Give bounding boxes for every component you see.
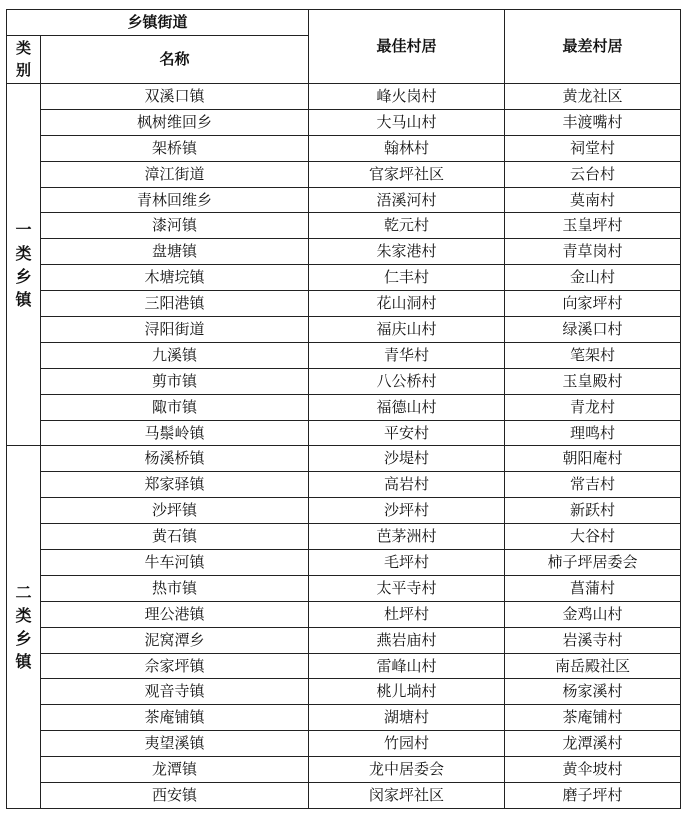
worst-village-cell: 绿溪口村: [505, 317, 681, 343]
town-name-cell: 西安镇: [41, 783, 309, 809]
town-name-cell: 夷望溪镇: [41, 731, 309, 757]
category-label-char: 一: [15, 220, 32, 240]
table-row: [7, 84, 681, 110]
best-village-cell: 杜坪村: [309, 601, 505, 627]
best-village-cell: 乾元村: [309, 213, 505, 239]
worst-village-cell: 青草岗村: [505, 239, 681, 265]
worst-village-cell: 新跃村: [505, 498, 681, 524]
town-name-cell: 热市镇: [41, 575, 309, 601]
best-village-cell: 花山洞村: [309, 291, 505, 317]
category-label: [7, 84, 41, 446]
town-name-cell: 九溪镇: [41, 342, 309, 368]
town-name-cell: 架桥镇: [41, 135, 309, 161]
category-label-char: 镇: [15, 289, 32, 309]
town-name-cell: 剪市镇: [41, 368, 309, 394]
category-header-char: 别: [15, 60, 31, 79]
category-label-char: 乡: [15, 629, 32, 649]
best-village-cell: 官家坪社区: [309, 161, 505, 187]
town-name-cell: 枫树维回乡: [41, 109, 309, 135]
town-name-cell: 双溪口镇: [41, 84, 309, 110]
worst-village-cell: 丰渡嘴村: [505, 109, 681, 135]
table-row: [7, 679, 681, 705]
best-village-cell: 八公桥村: [309, 368, 505, 394]
table-row: [7, 317, 681, 343]
worst-village-cell: 笔架村: [505, 342, 681, 368]
town-name-cell: 沙坪镇: [41, 498, 309, 524]
town-street-header: 乡镇街道: [7, 10, 309, 36]
worst-village-cell: 金鸡山村: [505, 601, 681, 627]
town-name-cell: 盘塘镇: [41, 239, 309, 265]
town-name-cell: 茶庵铺镇: [41, 705, 309, 731]
best-village-cell: 高岩村: [309, 472, 505, 498]
town-name-cell: 漆河镇: [41, 213, 309, 239]
table-row: [7, 498, 681, 524]
best-village-header: 最佳村居: [309, 10, 505, 84]
table-row: [7, 653, 681, 679]
worst-village-cell: 祠堂村: [505, 135, 681, 161]
village-ranking-table: [6, 9, 681, 809]
table-row: [7, 109, 681, 135]
town-name-cell: 龙潭镇: [41, 757, 309, 783]
table-row: [7, 239, 681, 265]
best-village-cell: 平安村: [309, 420, 505, 446]
worst-village-cell: 向家坪村: [505, 291, 681, 317]
table-row: [7, 368, 681, 394]
town-name-cell: 黄石镇: [41, 524, 309, 550]
table-row: [7, 472, 681, 498]
best-village-cell: 仁丰村: [309, 265, 505, 291]
best-village-cell: 浯溪河村: [309, 187, 505, 213]
town-name-cell: 陬市镇: [41, 394, 309, 420]
table-row: [7, 135, 681, 161]
table-row: [7, 420, 681, 446]
table-row: [7, 783, 681, 809]
worst-village-cell: 朝阳庵村: [505, 446, 681, 472]
best-village-cell: 龙中居委会: [309, 757, 505, 783]
table-row: [7, 575, 681, 601]
town-name-cell: 三阳港镇: [41, 291, 309, 317]
table-row: [7, 265, 681, 291]
category-label-char: 二: [15, 582, 32, 602]
best-village-cell: 湖塘村: [309, 705, 505, 731]
best-village-cell: 福德山村: [309, 394, 505, 420]
best-village-cell: 青华村: [309, 342, 505, 368]
table-row: [7, 342, 681, 368]
table-row: [7, 291, 681, 317]
table-row: [7, 446, 681, 472]
name-header: 名称: [41, 36, 309, 84]
table-row: [7, 524, 681, 550]
worst-village-cell: 岩溪寺村: [505, 627, 681, 653]
table-row: [7, 394, 681, 420]
best-village-cell: 雷峰山村: [309, 653, 505, 679]
town-name-cell: 青林回维乡: [41, 187, 309, 213]
worst-village-cell: 南岳殿社区: [505, 653, 681, 679]
worst-village-cell: 菖蒲村: [505, 575, 681, 601]
category-label-char: 类: [15, 243, 32, 263]
best-village-cell: 竹园村: [309, 731, 505, 757]
best-village-cell: 太平寺村: [309, 575, 505, 601]
best-village-cell: 翰林村: [309, 135, 505, 161]
best-village-cell: 峰火岗村: [309, 84, 505, 110]
category-header: [7, 36, 41, 84]
town-name-cell: 郑家驿镇: [41, 472, 309, 498]
table-row: [7, 757, 681, 783]
worst-village-cell: 金山村: [505, 265, 681, 291]
worst-village-cell: 莫南村: [505, 187, 681, 213]
town-name-cell: 理公港镇: [41, 601, 309, 627]
best-village-cell: 大马山村: [309, 109, 505, 135]
worst-village-cell: 龙潭溪村: [505, 731, 681, 757]
category-header-char: 类: [15, 38, 31, 57]
category-label-char: 镇: [15, 652, 32, 672]
table-row: [7, 187, 681, 213]
best-village-cell: 毛坪村: [309, 550, 505, 576]
best-village-cell: 沙堤村: [309, 446, 505, 472]
best-village-cell: 桃儿埫村: [309, 679, 505, 705]
town-name-cell: 漳江街道: [41, 161, 309, 187]
category-label-char: 类: [15, 606, 32, 626]
worst-village-cell: 理鸣村: [505, 420, 681, 446]
best-village-cell: 燕岩庙村: [309, 627, 505, 653]
worst-village-header: 最差村居: [505, 10, 681, 84]
table-row: [7, 601, 681, 627]
table-row: [7, 213, 681, 239]
town-name-cell: 观音寺镇: [41, 679, 309, 705]
town-name-cell: 杨溪桥镇: [41, 446, 309, 472]
worst-village-cell: 大谷村: [505, 524, 681, 550]
worst-village-cell: 柿子坪居委会: [505, 550, 681, 576]
category-label: [7, 446, 41, 808]
worst-village-cell: 玉皇坪村: [505, 213, 681, 239]
worst-village-cell: 杨家溪村: [505, 679, 681, 705]
worst-village-cell: 玉皇殿村: [505, 368, 681, 394]
table-row: [7, 705, 681, 731]
best-village-cell: 福庆山村: [309, 317, 505, 343]
worst-village-cell: 云台村: [505, 161, 681, 187]
best-village-cell: 芭茅洲村: [309, 524, 505, 550]
worst-village-cell: 常吉村: [505, 472, 681, 498]
table-row: [7, 731, 681, 757]
worst-village-cell: 磨子坪村: [505, 783, 681, 809]
category-label-char: 乡: [15, 266, 32, 286]
table-row: [7, 627, 681, 653]
town-name-cell: 浔阳街道: [41, 317, 309, 343]
table-row: [7, 550, 681, 576]
table-row: [7, 161, 681, 187]
worst-village-cell: 黄伞坡村: [505, 757, 681, 783]
best-village-cell: 朱家港村: [309, 239, 505, 265]
worst-village-cell: 茶庵铺村: [505, 705, 681, 731]
town-name-cell: 马鬃岭镇: [41, 420, 309, 446]
town-name-cell: 佘家坪镇: [41, 653, 309, 679]
town-name-cell: 泥窝潭乡: [41, 627, 309, 653]
town-name-cell: 木塘垸镇: [41, 265, 309, 291]
table-body: [7, 84, 681, 809]
best-village-cell: 闵家坪社区: [309, 783, 505, 809]
best-village-cell: 沙坪村: [309, 498, 505, 524]
worst-village-cell: 青龙村: [505, 394, 681, 420]
worst-village-cell: 黄龙社区: [505, 84, 681, 110]
table-header: [7, 10, 681, 84]
town-name-cell: 牛车河镇: [41, 550, 309, 576]
